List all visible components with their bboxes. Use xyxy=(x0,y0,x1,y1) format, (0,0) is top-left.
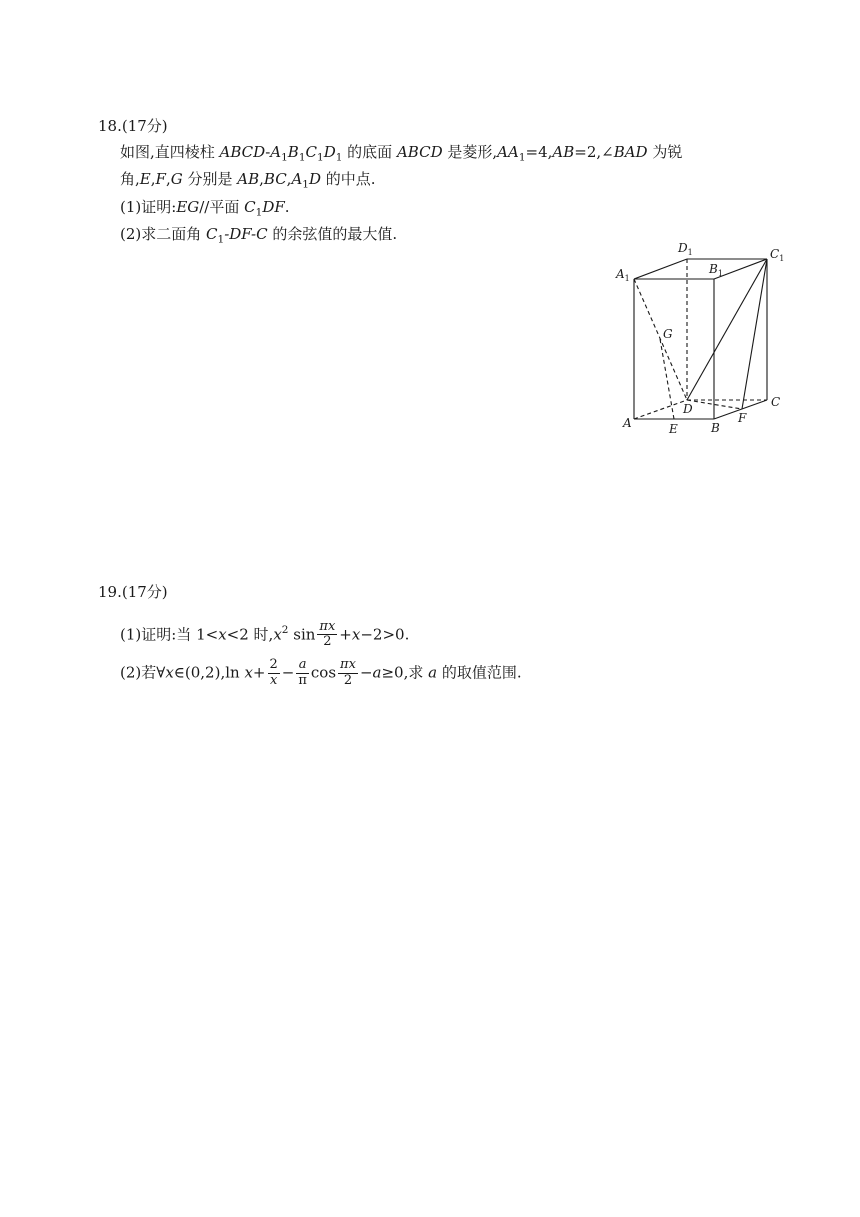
label-c1: $C_1$ xyxy=(770,247,785,263)
prism-name: ABCD xyxy=(219,142,266,161)
text: 角, xyxy=(120,170,140,189)
edge-aa1: AA xyxy=(497,142,519,161)
problem-19-question-2 xyxy=(120,658,800,689)
base-name: ABCD xyxy=(396,142,443,161)
text: . xyxy=(284,197,290,216)
var-a: a xyxy=(372,663,382,682)
problem-19 xyxy=(98,580,800,689)
segment-a1d: A xyxy=(291,170,303,189)
label-e: E xyxy=(669,422,678,436)
point-f: F xyxy=(155,170,166,189)
operator: + xyxy=(252,663,266,682)
label-c: C xyxy=(771,395,781,409)
text: (1)证明: xyxy=(120,197,177,216)
label-g: G xyxy=(663,327,673,341)
numerator: a xyxy=(296,658,309,674)
operator: + xyxy=(339,624,352,643)
fraction-pix-over-2 xyxy=(338,658,358,689)
comma: , xyxy=(165,170,171,189)
plane-c1df: C xyxy=(244,197,256,216)
point-e: E xyxy=(139,170,151,189)
fraction-pix-over-2 xyxy=(317,620,337,651)
denominator: x xyxy=(269,673,278,689)
label-b: B xyxy=(711,421,720,435)
text: (2)若∀ xyxy=(120,663,166,682)
text: (1)证明:当 1< xyxy=(120,624,219,643)
label-d1: $D_1$ xyxy=(678,241,693,257)
denominator: 2 xyxy=(343,673,353,689)
segment-bc: BC xyxy=(263,170,287,189)
text: //平面 xyxy=(199,197,245,216)
text: 的底面 xyxy=(342,142,397,161)
subscript: 1 xyxy=(281,151,288,164)
text: ≥0,求 xyxy=(381,663,429,682)
var-a: a xyxy=(428,663,438,682)
comma: , xyxy=(286,170,292,189)
var-x: x xyxy=(218,624,227,643)
segment-ab: AB xyxy=(237,170,260,189)
subscript: 1 xyxy=(217,233,225,246)
text: ∈(0,2),ln xyxy=(173,663,245,682)
text: 是菱形, xyxy=(442,142,498,161)
subscript: 1 xyxy=(298,151,306,164)
label-b1: $B_1$ xyxy=(709,262,723,278)
subscript: 1 xyxy=(317,151,324,164)
problem-18 xyxy=(98,114,800,250)
var-x: x xyxy=(244,663,253,682)
subscript: 1 xyxy=(518,151,526,164)
func-cos: cos xyxy=(310,663,337,682)
text: 如图,直四棱柱 xyxy=(120,142,220,161)
func-sin: sin xyxy=(293,624,316,643)
denominator: 2 xyxy=(323,634,332,650)
problem-18-question-1 xyxy=(120,195,800,223)
label-a: A xyxy=(623,416,632,430)
text: <2 时, xyxy=(226,624,274,643)
segment-a1d-end: D xyxy=(308,170,322,189)
var-x: x xyxy=(165,663,174,682)
dihedral-angle: C xyxy=(206,225,218,244)
numerator: πx xyxy=(340,657,356,673)
fraction-a-over-pi xyxy=(296,658,309,689)
text: 为锐 xyxy=(647,142,683,161)
vertex-b1: B xyxy=(287,142,299,161)
prism-figure xyxy=(612,238,794,442)
numerator: πx xyxy=(319,618,336,634)
text: 的余弦值的最大值. xyxy=(267,225,398,244)
problem-19-header: 19.(17分) xyxy=(98,583,168,601)
fraction-2-over-x xyxy=(268,658,280,689)
subscript: 1 xyxy=(255,206,263,219)
var-x: x xyxy=(351,624,361,643)
subscript: 1 xyxy=(302,178,309,191)
text: =4, xyxy=(525,142,553,161)
superscript: 2 xyxy=(281,623,289,636)
problem-18-statement-line-2 xyxy=(120,167,800,195)
problem-18-statement-line-1 xyxy=(120,140,800,168)
numerator: 2 xyxy=(269,657,278,673)
var-x: x xyxy=(273,624,282,643)
segment-eg: EG xyxy=(176,197,200,216)
edge-a1d1 xyxy=(634,259,687,279)
text: =2,∠ xyxy=(574,142,614,161)
text: 的取值范围. xyxy=(437,663,522,682)
label-d: D xyxy=(683,402,693,416)
text: 分别是 xyxy=(182,170,238,189)
point-g: G xyxy=(170,170,183,189)
comma: , xyxy=(259,170,264,189)
comma: , xyxy=(150,170,156,189)
vertex-a1: A xyxy=(270,142,282,161)
prism-diagram xyxy=(612,238,794,442)
label-a1: $A_1$ xyxy=(616,267,630,283)
operator: − xyxy=(281,663,295,682)
operator: − xyxy=(359,663,373,682)
dihedral-angle-rest: -DF-C xyxy=(224,225,268,244)
edge-ab: AB xyxy=(552,142,575,161)
plane-c1df-rest: DF xyxy=(262,197,285,216)
vertex-d1: D xyxy=(323,142,336,161)
subscript: 1 xyxy=(335,151,343,164)
text: 的中点. xyxy=(321,170,376,189)
dash: - xyxy=(265,142,271,161)
edge-ad-dashed xyxy=(634,400,687,419)
vertex-c1: C xyxy=(305,142,317,161)
problem-18-header: 18.(17分) xyxy=(98,117,168,135)
text: (2)求二面角 xyxy=(120,225,207,244)
angle-bad: BAD xyxy=(613,142,648,161)
text: −2>0. xyxy=(360,624,410,643)
label-f: F xyxy=(738,411,747,425)
denominator: π xyxy=(298,673,307,689)
problem-19-question-1 xyxy=(120,620,800,651)
